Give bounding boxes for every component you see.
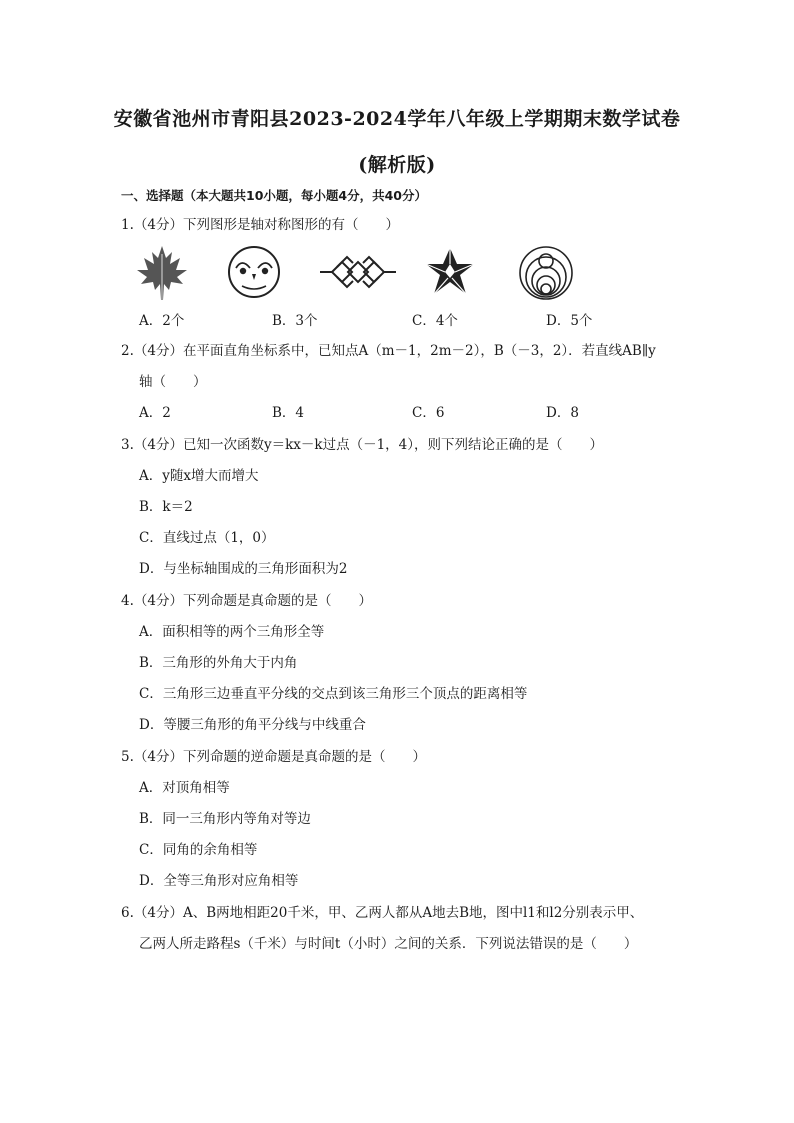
question-2-option-c: C．6	[412, 405, 445, 421]
question-3-option-c: C．直线过点（1，0）	[139, 530, 275, 546]
question-1-option-d: D．5个	[546, 313, 593, 329]
question-4-stem: 4.（4分）下列命题是真命题的是（ ）	[121, 593, 372, 609]
question-5-option-c: C．同角的余角相等	[139, 842, 258, 858]
question-2-option-d: D．8	[546, 405, 579, 421]
question-1-option-c: C．4个	[412, 313, 458, 329]
question-2-stem-cont: 轴（ ）	[139, 374, 207, 390]
maple-leaf-figure	[135, 244, 189, 302]
question-4-option-b: B．三角形的外角大于内角	[139, 655, 298, 671]
question-4-option-c: C．三角形三边垂直平分线的交点到该三角形三个顶点的距离相等	[139, 686, 528, 702]
star-pattern-figure	[422, 244, 478, 300]
question-5-option-b: B．同一三角形内等角对等边	[139, 811, 311, 827]
document-subtitle: (解析版)	[358, 154, 436, 176]
section-heading: 一、选择题（本大题共10小题，每小题4分，共40分）	[121, 188, 427, 203]
owl-face-figure	[226, 244, 282, 300]
question-3-option-d: D．与坐标轴围成的三角形面积为2	[139, 561, 348, 577]
nested-circles-figure	[516, 244, 576, 302]
question-1-option-b: B．3个	[272, 313, 318, 329]
question-3-option-b: B．k＝2	[139, 499, 193, 515]
question-1-option-a: A．2个	[139, 313, 185, 329]
question-2-option-a: A．2	[139, 405, 171, 421]
question-6-stem-cont: 乙两人所走路程s（千米）与时间t（小时）之间的关系．下列说法错误的是（ ）	[139, 936, 638, 952]
knot-pattern-figure	[318, 244, 398, 300]
question-5-option-a: A．对顶角相等	[139, 780, 230, 796]
question-6-stem: 6.（4分）A、B两地相距20千米，甲、乙两人都从A地去B地，图中l1和l2分别表示甲、	[121, 905, 644, 921]
question-2-option-b: B．4	[272, 405, 305, 421]
question-4-option-a: A．面积相等的两个三角形全等	[139, 624, 325, 640]
document-title: 安徽省池州市青阳县2023-2024学年八年级上学期期末数学试卷	[113, 108, 681, 130]
question-1-figures	[130, 244, 580, 304]
question-1-stem: 1.（4分）下列图形是轴对称图形的有（ ）	[121, 217, 399, 233]
question-4-option-d: D．等腰三角形的角平分线与中线重合	[139, 717, 366, 733]
question-5-option-d: D．全等三角形对应角相等	[139, 873, 299, 889]
question-3-stem: 3.（4分）已知一次函数y＝kx－k过点（－1，4），则下列结论正确的是（ ）	[121, 437, 603, 453]
question-3-option-a: A．y随x增大而增大	[139, 468, 259, 484]
question-5-stem: 5.（4分）下列命题的逆命题是真命题的是（ ）	[121, 749, 426, 765]
question-2-stem: 2.（4分）在平面直角坐标系中，已知点A（m－1，2m－2），B（－3，2）．若直线AB∥y	[121, 343, 656, 359]
